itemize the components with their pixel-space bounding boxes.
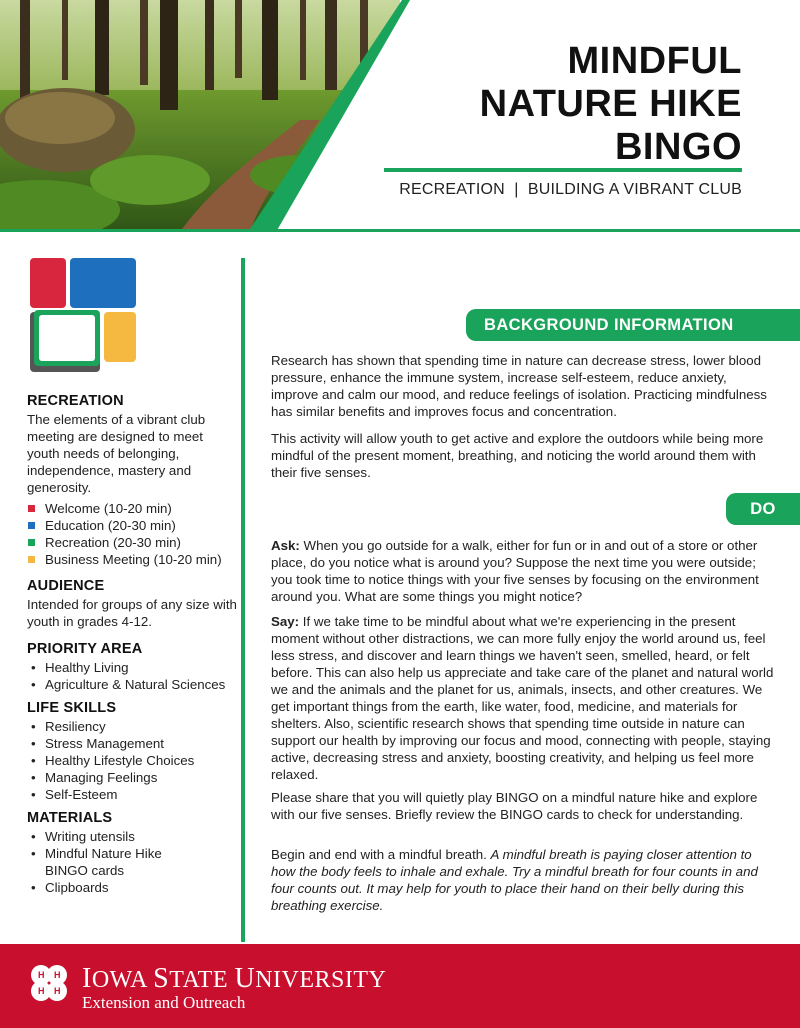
audience-heading: AUDIENCE <box>27 578 105 594</box>
list-item: • Agriculture & Natural Sciences <box>27 676 239 693</box>
say-paragraph: Say: If we take time to be mindful about what we're experiencing in the present moment without other distractions, we can more fully enjoy the world around us, feel less stress, and discover and learn things we haven't seen, smelled, heard, or felt before. This can also help us appreciate and take care of the planet and natural world we and the animals and the planet for us, animals, insects, and other creatures. We get important things from the earth, like water, food, medicine, and materials for shelters. Also, scientific research shows that spending time outside in nature can support our health by improving our focus and mood, connecting with people, staying active, decreasing stress and anxiety, boosting creativity, and helping us feel more relaxed. <box>271 614 774 782</box>
list-item: • Healthy Living <box>27 659 239 676</box>
do-heading: DO <box>726 493 800 525</box>
header-divider <box>0 229 800 232</box>
list-item: • Resiliency <box>27 718 239 735</box>
background-paragraph-2: This activity will allow youth to get active and explore the outdoors while being more mindful of the present moment, breathing, and noticing the world around them with their five senses. <box>271 431 764 480</box>
extension-outreach: Extension and Outreach <box>82 993 246 1012</box>
list-item: Welcome (10-20 min) <box>27 500 239 517</box>
list-item: Business Meeting (10-20 min) <box>27 551 239 568</box>
education-square-icon <box>28 522 35 529</box>
page-subtitle: RECREATION | BUILDING A VIBRANT CLUB <box>399 181 742 198</box>
svg-text:H: H <box>38 986 45 996</box>
materials-list <box>27 828 239 896</box>
sidebar-divider <box>241 258 245 942</box>
list-item: • Writing utensils <box>27 828 239 845</box>
list-item: • Managing Feelings <box>27 769 239 786</box>
business-square-icon <box>28 556 35 563</box>
priority-area-section <box>27 641 239 693</box>
ask-paragraph: Ask: When you go outside for a walk, either for fun or in and out of a store or other place, do you notice what is around you? Suppose the next time you were outside; you took time to notice things with your five senses by focusing on the environment around you. What are some things you might notice? <box>271 538 759 604</box>
welcome-square-icon <box>28 505 35 512</box>
say-label: Say: <box>271 614 300 629</box>
university-name: IOWA STATE UNIVERSITY <box>82 963 387 994</box>
svg-text:H: H <box>54 986 61 996</box>
list-item: BINGO cards <box>45 863 125 878</box>
priority-area-list <box>27 659 239 693</box>
list-item: Recreation (20-30 min) <box>27 534 239 551</box>
list-item: • Stress Management <box>27 735 239 752</box>
background-paragraph-1: Research has shown that spending time in nature can decrease stress, lower blood pressure, enhance the immune system, increase self-esteem, reduce anxiety, improve and calm our mood, and reduce feelings of isolation. Practicing mindfulness has similar benefits and improves focus and concentration. <box>271 353 767 419</box>
background-information-heading: BACKGROUND INFORMATION <box>466 309 800 341</box>
audience-section <box>27 578 239 630</box>
list-item: • Clipboards <box>27 879 239 896</box>
title-rule <box>384 168 742 172</box>
share-paragraph: Please share that you will quietly play BINGO on a mindful nature hike and explore with our five senses. Briefly review the BINGO cards to check for understanding. <box>271 790 758 822</box>
audience-text: Intended for groups of any size with youth in grades 4-12. <box>27 597 237 629</box>
recreation-square-icon <box>28 539 35 546</box>
list-item: • Healthy Lifestyle Choices <box>27 752 239 769</box>
priority-area-heading: PRIORITY AREA <box>27 641 143 657</box>
list-item: Education (20-30 min) <box>27 517 239 534</box>
materials-section <box>27 810 239 896</box>
page-title: MINDFUL NATURE HIKE BINGO <box>479 40 742 168</box>
recreation-heading: RECREATION <box>27 393 124 409</box>
life-skills-heading: LIFE SKILLS <box>27 700 117 716</box>
life-skills-section <box>27 700 239 803</box>
list-item: • Self-Esteem <box>27 786 239 803</box>
vibrant-club-logo-icon <box>30 258 150 378</box>
4h-clover-icon <box>26 960 72 1006</box>
sidebar <box>26 240 238 383</box>
recreation-text: The elements of a vibrant club meeting are designed to meet youth needs of belonging, independence, mastery and generosity. <box>27 412 206 495</box>
svg-text:H: H <box>38 970 45 980</box>
meeting-elements-list <box>27 500 239 568</box>
materials-heading: MATERIALS <box>27 810 113 826</box>
life-skills-list <box>27 718 239 803</box>
ask-label: Ask: <box>271 538 300 553</box>
recreation-section <box>27 393 239 568</box>
list-item: • Mindful Nature Hike <box>27 845 239 862</box>
svg-text:H: H <box>54 970 61 980</box>
page-header <box>0 0 800 232</box>
breath-paragraph: Begin and end with a mindful breath. A mindful breath is paying closer attention to how the body feels to inhale and exhale. Try a mindful breath for four counts in and four counts out. It may help for youth to place their hand on their belly during this breathing exercise. <box>271 847 758 913</box>
